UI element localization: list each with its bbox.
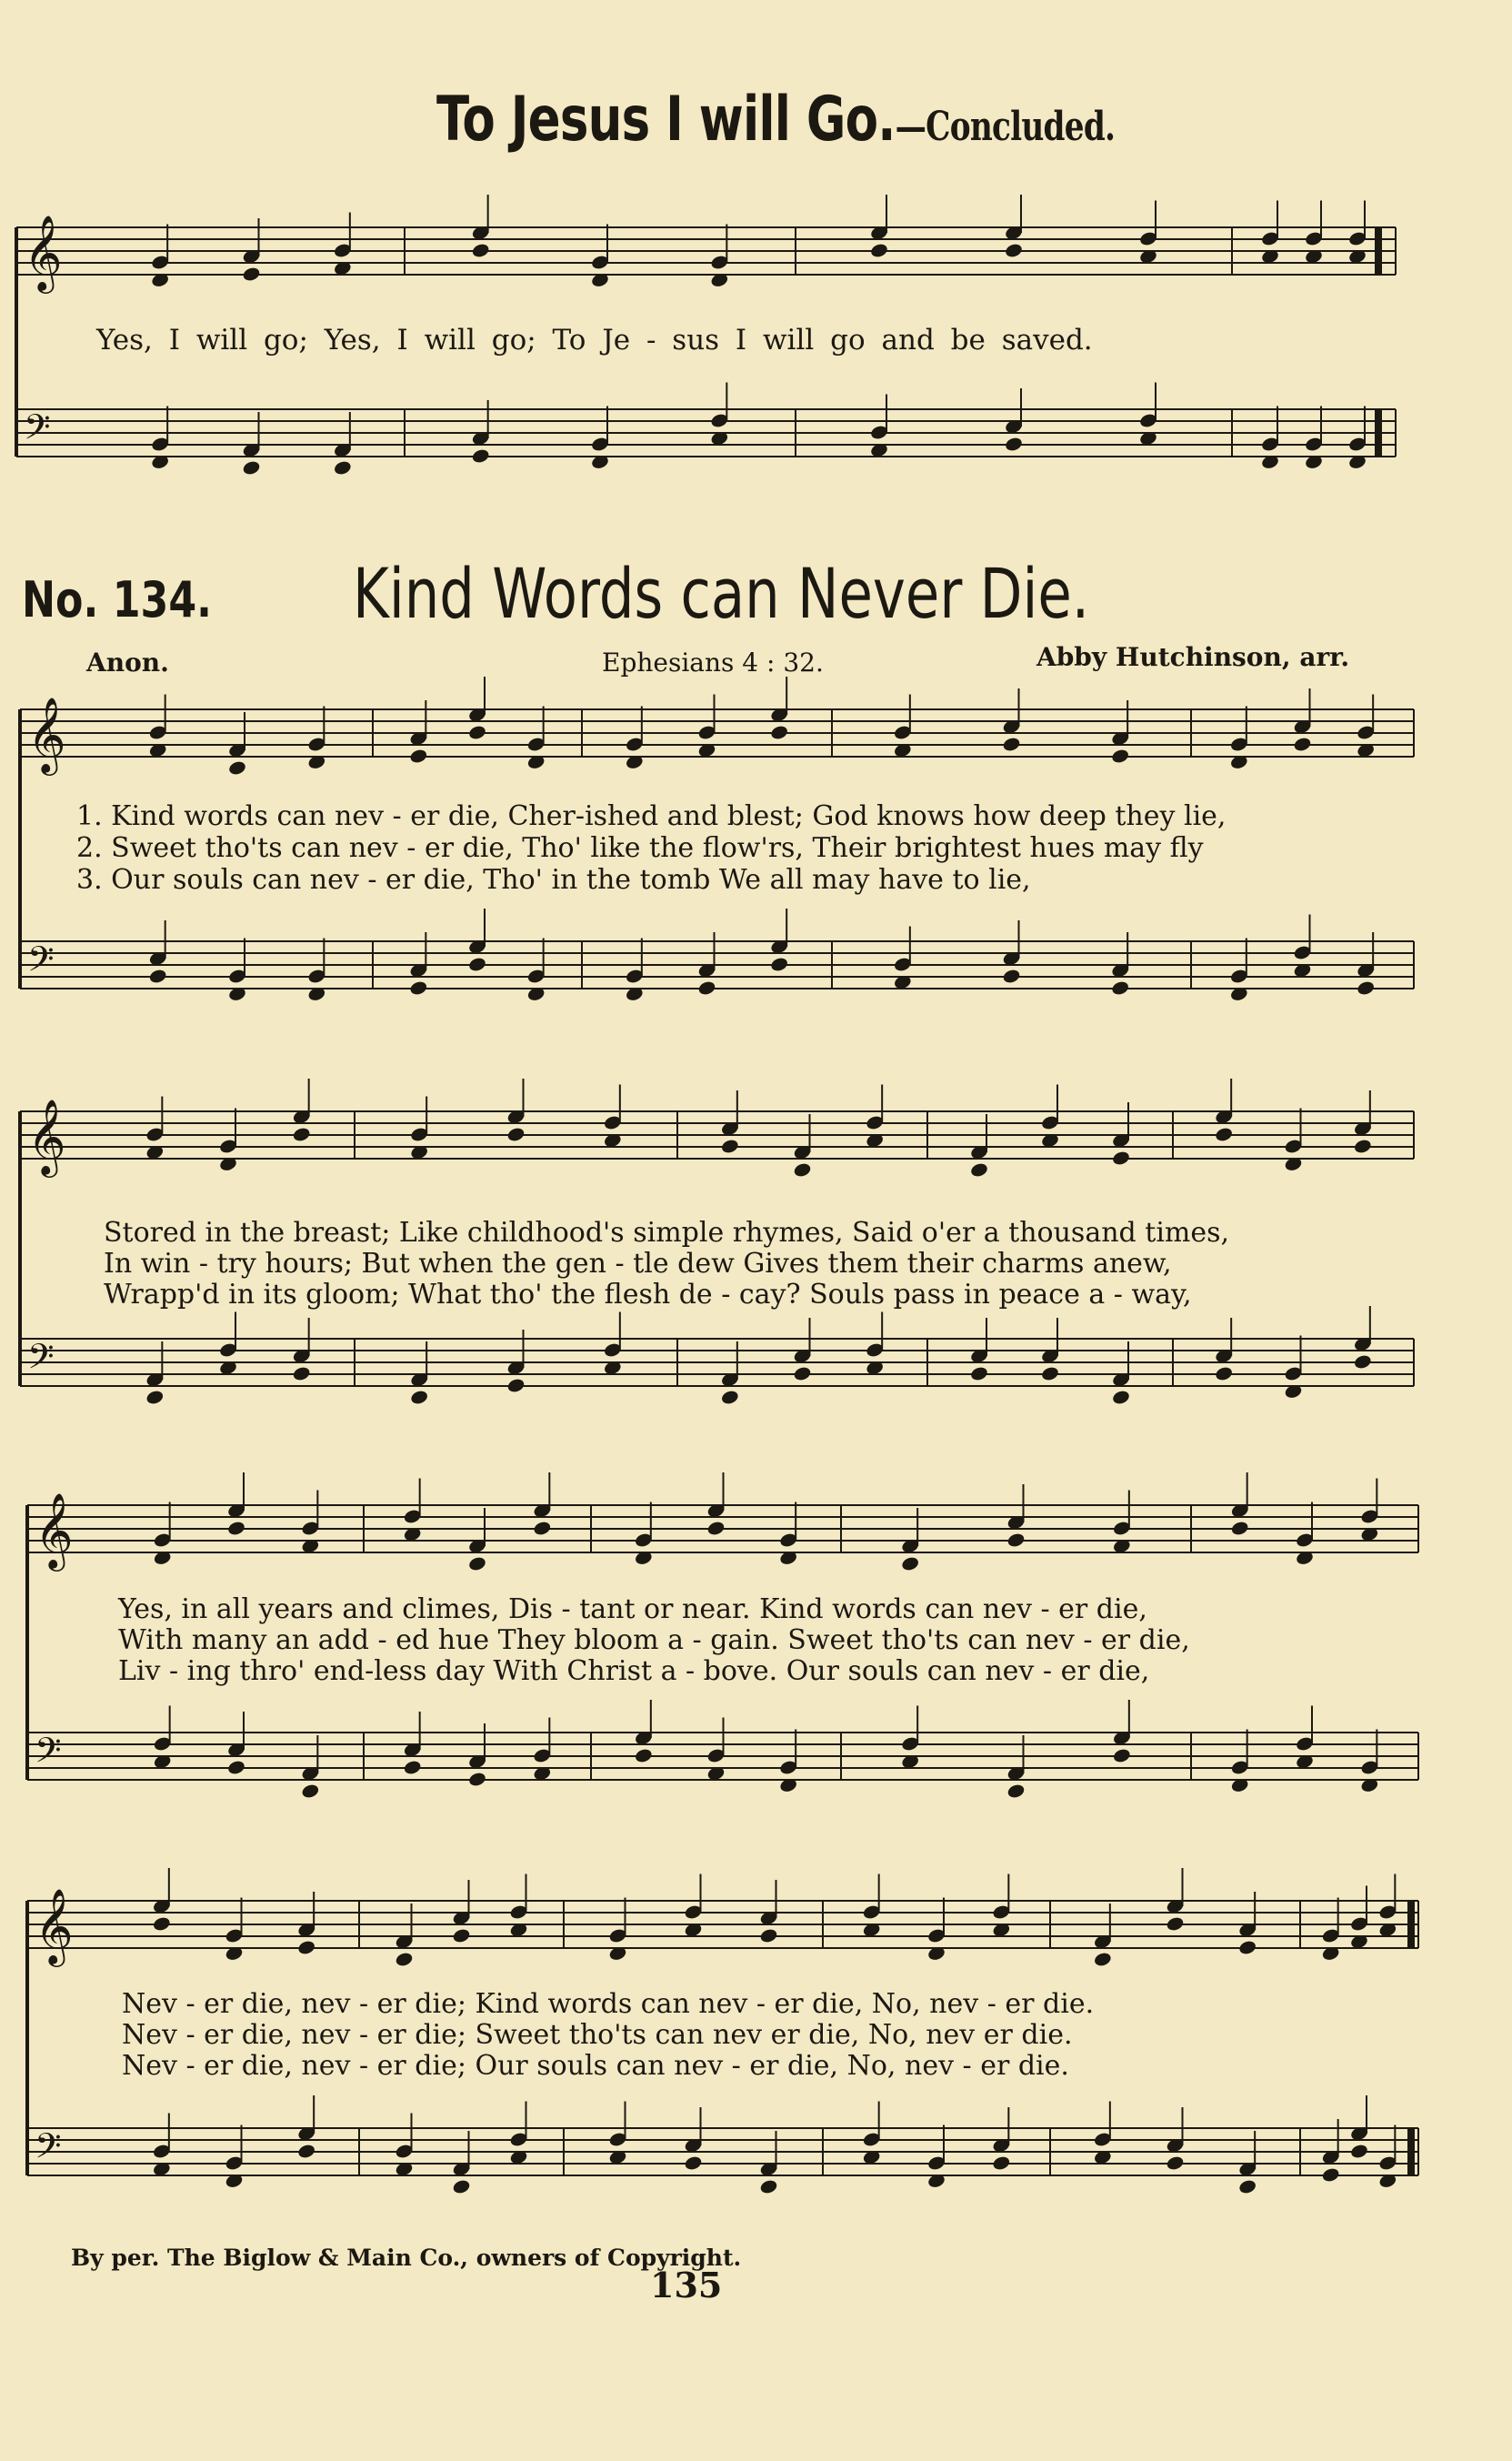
note-head: [793, 1161, 812, 1178]
note-head: [506, 1377, 526, 1393]
note-head: [684, 2155, 703, 2171]
note-head: [409, 1389, 428, 1405]
note-head: [296, 1939, 315, 1955]
note-head: [226, 1759, 245, 1775]
scripture-reference: Ephesians 4 : 32.: [602, 648, 824, 678]
note-head: [1006, 1532, 1026, 1548]
note-head: [1321, 2166, 1340, 2183]
top-hymn-lyric: Yes, I will go; Yes, I will go; To Je - sus I will go and be saved.: [96, 324, 1093, 357]
verse-line: Wrapp'd in its gloom; What tho' the flesh de - cay? Souls pass in peace a - way,: [104, 1279, 1192, 1311]
composer-credit: Abby Hutchinson, arr.: [1036, 642, 1350, 672]
verse-line: 1. Kind words can nev - er die, Cher-ished and blest; God knows how deep they lie,: [76, 800, 1227, 832]
note-head: [409, 979, 428, 996]
hymn-title: Kind Words can Never Die.: [353, 553, 1090, 634]
hymn-number: No. 134.: [22, 571, 212, 628]
note-head: [720, 1389, 739, 1405]
note-head: [759, 2178, 778, 2195]
note-head: [769, 956, 788, 972]
note-head: [1111, 1150, 1130, 1166]
note-head: [1004, 242, 1023, 258]
system-3-treble-clef: 𝄞: [35, 1492, 74, 1568]
note-head: [152, 1915, 171, 1932]
top-hymn-subtitle: —Concluded.: [895, 104, 1116, 150]
note-head: [296, 2143, 315, 2159]
note-head: [226, 1520, 245, 1536]
note-head: [1093, 1951, 1112, 1967]
note-head: [1110, 748, 1129, 764]
note-head: [333, 459, 352, 476]
final-bar: [1407, 2128, 1415, 2175]
note-head: [409, 748, 428, 764]
note-head: [292, 1126, 311, 1142]
final-bar: [1375, 409, 1382, 457]
system-2-treble-clef: 𝄞: [27, 1098, 66, 1174]
top-system-treble-clef: 𝄞: [24, 214, 63, 290]
note-head: [1214, 1365, 1233, 1381]
top-hymn-title-text: To Jesus I will Go.: [436, 84, 896, 156]
note-head: [1353, 1353, 1372, 1370]
note-head: [1040, 1365, 1059, 1381]
note-head: [1111, 1389, 1130, 1405]
note-head: [697, 979, 716, 996]
note-head: [242, 266, 261, 282]
note-head: [403, 1759, 422, 1775]
note-head: [1230, 1520, 1249, 1536]
note-head: [242, 459, 261, 476]
note-head: [769, 724, 788, 740]
final-bar: [1375, 227, 1382, 275]
note-head: [1353, 1138, 1372, 1154]
note-head: [467, 956, 486, 972]
author-credit: Anon.: [86, 648, 169, 678]
system-1-treble-clef: 𝄞: [27, 696, 66, 772]
note-head: [969, 1365, 988, 1381]
note-head: [471, 447, 490, 464]
note-head: [1166, 1915, 1185, 1932]
note-head: [634, 1747, 653, 1763]
note-head: [506, 1126, 526, 1142]
verse-line: 2. Sweet tho'ts can nev - er die, Tho' like the flow'rs, Their brightest hues may fly: [76, 832, 1204, 864]
verse-line: With many an add - ed hue They bloom a - gain. Sweet tho'ts can nev - er die,: [118, 1624, 1190, 1656]
verse-line: Nev - er die, nev - er die; Sweet tho'ts can nev er die, No, nev er die.: [122, 2019, 1073, 2051]
note-head: [992, 2155, 1011, 2171]
verse-line: Nev - er die, nev - er die; Our souls can nev - er die, No, nev - er die.: [122, 2050, 1069, 2082]
note-head: [145, 1389, 165, 1405]
note-head: [467, 724, 486, 740]
note-head: [869, 242, 888, 258]
system-4-bass-clef: 𝄢: [35, 2125, 62, 2175]
note-head: [1006, 1783, 1026, 1799]
note-head: [793, 1365, 812, 1381]
note-head: [1356, 979, 1375, 996]
note-head: [969, 1161, 988, 1178]
note-head: [1002, 736, 1021, 752]
verse-line: Nev - er die, nev - er die; Kind words can nev - er die, No, nev - er die.: [122, 1988, 1095, 2020]
verse-line: Stored in the breast; Like childhood's simple rhymes, Said o'er a thousand times,: [104, 1217, 1230, 1249]
note-head: [1293, 736, 1312, 752]
note-head: [1237, 2178, 1257, 2195]
top-hymn-title: [436, 84, 1115, 156]
note-head: [900, 1555, 919, 1572]
system-1-bass-clef: 𝄢: [27, 939, 55, 988]
note-head: [467, 1771, 486, 1787]
note-head: [452, 2178, 471, 2195]
verse-line: Yes, in all years and climes, Dis - tant or near. Kind words can nev - er die,: [118, 1593, 1147, 1625]
verse-line: Liv - ing thro' end-less day With Christ a - bove. Our souls can nev - er die,: [118, 1655, 1150, 1687]
note-head: [148, 968, 167, 984]
system-4-treble-clef: 𝄞: [35, 1887, 74, 1964]
note-head: [1112, 1747, 1131, 1763]
note-head: [1214, 1126, 1233, 1142]
note-head: [1166, 2155, 1185, 2171]
note-head: [395, 1951, 414, 1967]
note-head: [720, 1138, 739, 1154]
final-bar: [1407, 1901, 1415, 1948]
note-head: [301, 1783, 320, 1799]
note-head: [467, 1555, 486, 1572]
system-2-bass-clef: 𝄢: [27, 1336, 55, 1385]
note-head: [227, 759, 246, 776]
note-head: [1004, 436, 1023, 452]
top-system-bass-clef: 𝄢: [24, 407, 51, 456]
note-head: [292, 1365, 311, 1381]
note-head: [1002, 968, 1021, 984]
page-number: 135: [650, 2265, 723, 2305]
copyright-footer: By per. The Biglow & Main Co., owners of Copyright.: [71, 2245, 742, 2271]
verse-line: 3. Our souls can nev - er die, Tho' in the tomb We all may have to lie,: [76, 864, 1031, 896]
note-head: [706, 1520, 726, 1536]
note-head: [1110, 979, 1129, 996]
note-head: [1349, 2143, 1368, 2159]
note-head: [759, 1927, 778, 1944]
system-3-bass-clef: 𝄢: [35, 1730, 62, 1779]
note-head: [533, 1520, 552, 1536]
verse-line: In win - try hours; But when the gen - tle dew Gives them their charms anew,: [104, 1248, 1172, 1280]
note-head: [452, 1927, 471, 1944]
note-head: [471, 242, 490, 258]
note-head: [1237, 1939, 1257, 1955]
